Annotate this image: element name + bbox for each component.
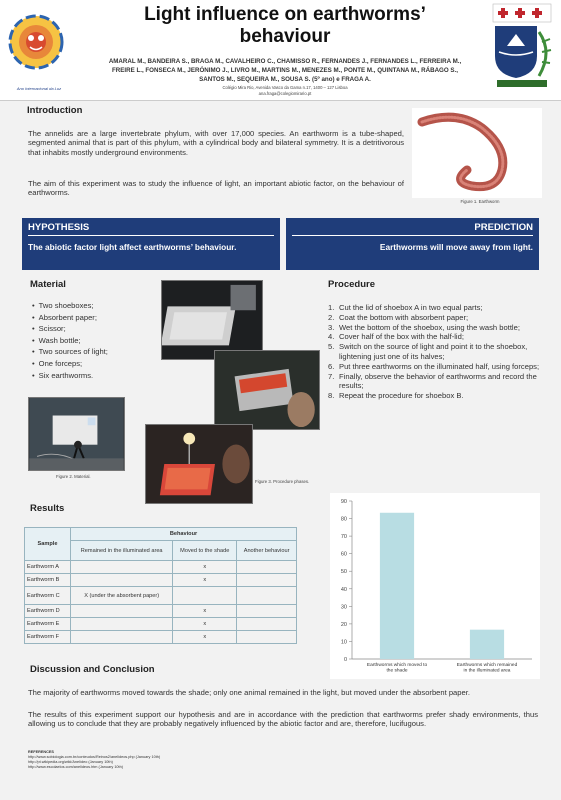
table-cell (237, 574, 297, 587)
y-tick-label: 30 (340, 604, 347, 611)
procedure-step: 2. Coat the bottom with absorbent paper; (328, 312, 469, 322)
procedure-step-text: Cover half of the box with the half-lid; (339, 332, 464, 342)
results-heading: Results (30, 503, 65, 514)
column-header: Another behaviour (237, 541, 297, 561)
figure-1-caption: Figure 1. Earthworm (460, 199, 500, 204)
sample-cell: Earthworm E (25, 618, 71, 631)
authors: AMARAL M., BANDEIRA S., BRAGA M., CAVALHEIRO C., CHAMISSO R., FERNANDES J., FERNANDES L., FERREIRA M., FREIRE L., FONSECA M., JERÓNIMO J., LIVRO M., MARTINS M., MENEZES M., PONTE M., QUINTANA M., RÁBAGO S., SANTOS M., SEQUEIRA M., SOUSA S. (5º ano) e FRAGA A. (108, 58, 462, 83)
material-item: • Six earthworms. (32, 370, 152, 382)
prediction-label: PREDICTION (474, 222, 533, 233)
table-cell (173, 587, 237, 605)
hypothesis-label: HYPOTHESIS (28, 222, 90, 233)
prediction-box (286, 218, 539, 270)
behaviour-header: Behaviour (71, 528, 297, 541)
sample-cell: Earthworm B (25, 574, 71, 587)
y-tick-label: 10 (340, 639, 347, 646)
school-line: Colégio Mira Rio, Avenida Vasco da Gama n.17, 1400 – 127 Lisboa (222, 85, 348, 90)
procedure-step: 5. Switch on the source of light and point it to the shoebox, lightening just one of its halves; (328, 342, 540, 362)
y-tick-label: 40 (340, 586, 347, 593)
header-divider (0, 100, 561, 101)
references-heading: REFERENCES (28, 750, 54, 754)
column-header: Remained in the illuminated area (71, 541, 173, 561)
procedure-step: 7. Finally, observe the behavior of earthworms and record the results; (328, 372, 540, 392)
procedure-step-text: Finally, observe the behavior of earthworms and record the results; (339, 371, 537, 391)
material-list (32, 300, 152, 381)
table-cell (237, 587, 297, 605)
hypothesis-box (22, 218, 280, 270)
sample-header: Sample (25, 528, 71, 561)
y-tick-label: 80 (340, 516, 347, 523)
y-tick-label: 90 (340, 499, 347, 505)
procedure-heading: Procedure (328, 279, 375, 290)
bar (380, 513, 414, 659)
table-cell: x (173, 561, 237, 574)
column-header: Moved to the shade (173, 541, 237, 561)
discussion-paragraph-1: The majority of earthworms moved towards the shade; only one animal remained in the light, but moved under the absorbent paper. (28, 688, 470, 697)
table-row (25, 618, 297, 631)
x-category-label: Earthworms which remained (456, 663, 518, 668)
procedure-step-text: Switch on the source of light and point it to the shoebox, lightening just one of its halves; (339, 342, 528, 361)
procedure-step-text: Repeat the procedure for shoebox B. (339, 391, 464, 401)
procedure-step-text: Put three earthworms on the illuminated half, using forceps; (339, 361, 540, 371)
material-item: • One forceps; (32, 358, 152, 370)
results-bar-chart (330, 493, 540, 679)
procedure-photo-2 (214, 350, 320, 430)
procedure-step-text: Cut the lid of shoebox A in two equal parts; (339, 303, 483, 312)
introduction-heading: Introduction (27, 105, 83, 116)
table-cell (237, 618, 297, 631)
table-row (25, 561, 297, 574)
x-category-label: the shade (386, 668, 408, 674)
table-cell (71, 631, 173, 644)
table-cell (71, 605, 173, 618)
y-tick-label: 60 (340, 551, 347, 558)
x-category-label: in the illuminated area (463, 668, 511, 674)
sample-cell: Earthworm D (25, 605, 71, 618)
results-table (24, 527, 297, 644)
procedure-step: 3. Wet the bottom of the shoebox, using the wash bottle; (328, 322, 520, 332)
bar (470, 630, 504, 659)
material-item: • Scissor; (32, 323, 152, 335)
discussion-paragraph-2: The results of this experiment support our hypothesis and are in accordance with the prediction that earthworms prefer shady environments, thus allowing us to conclude that they are probably negatively influenced by the abiotic factor and are, therefore, lucifugous. (28, 710, 538, 729)
hypothesis-text: The abiotic factor light affect earthworms’ behaviour. (28, 242, 237, 252)
procedure-step-text: Wet the bottom of the shoebox, using the wash bottle; (339, 322, 520, 332)
figure-2-caption: Figure 2. Material. (56, 474, 91, 479)
y-tick-label: 70 (340, 534, 347, 541)
figure-3-caption: Figure 3. Procedure phases. (255, 479, 310, 484)
sample-cell: Earthworm C (25, 587, 71, 605)
school-address (150, 85, 420, 96)
table-cell: X (under the absorbent paper) (71, 587, 173, 605)
table-cell (237, 605, 297, 618)
y-tick-label: 0 (343, 657, 347, 663)
sample-cell: Earthworm A (25, 561, 71, 574)
table-cell (237, 631, 297, 644)
hypothesis-rule (28, 235, 274, 236)
email-line: ana.fraga@colegiomirario.pt (258, 90, 312, 96)
table-cell: x (173, 574, 237, 587)
poster-title: Light influence on earthworms’ behaviour (144, 4, 426, 47)
procedure-step: 6. Put three earthworms on the illuminated half, using forceps; (328, 361, 540, 371)
y-tick-label: 20 (340, 621, 347, 628)
table-cell (71, 574, 173, 587)
earthworm-photo (412, 108, 542, 198)
reference-item: http://www.sobiologia.com.br/conteudos/Reinos2/anelideos.php (January 10th) (28, 755, 161, 759)
y-tick-label: 50 (340, 569, 347, 576)
sample-cell: Earthworm F (25, 631, 71, 644)
material-item: • Two shoeboxes; (32, 300, 152, 312)
table-row (25, 631, 297, 644)
procedure-step: 4. Cover half of the box with the half-lid; (328, 332, 464, 342)
material-item: • Absorbent paper; (32, 312, 152, 324)
table-cell (71, 618, 173, 631)
table-cell (237, 561, 297, 574)
procedure-step: 1. Cut the lid of shoebox A in two equal parts; (328, 303, 483, 312)
table-cell: x (173, 631, 237, 644)
prediction-rule (292, 235, 533, 236)
table-cell: x (173, 618, 237, 631)
table-cell (71, 561, 173, 574)
procedure-steps (328, 303, 540, 401)
procedure-step: 8. Repeat the procedure for shoebox B. (328, 391, 464, 401)
material-item: • Two sources of light; (32, 346, 152, 358)
discussion-heading: Discussion and Conclusion (30, 664, 155, 675)
references (28, 750, 328, 770)
table-row (25, 605, 297, 618)
procedure-photo-3 (145, 424, 253, 504)
table-cell: x (173, 605, 237, 618)
material-item: • Wash bottle; (32, 335, 152, 347)
school-crest-logo (487, 2, 557, 90)
table-row (25, 574, 297, 587)
procedure-step-text: Coat the bottom with absorbent paper; (339, 312, 469, 322)
material-photo (28, 397, 125, 471)
reference-item: http://www.escolaelos.com/anelideos.htm (January 10th) (28, 765, 123, 769)
table-row (25, 587, 297, 605)
introduction-paragraph-1: The annelids are a large invertebrate phylum, with over 17,000 species. An earthworm is a tube-shaped, segmented animal that is part of this phylum, with a cylindrical body and bilateral symmetry. It is a detritivorous that inhabits mostly underground environments. (28, 129, 404, 157)
reference-item: http://pt.wikipedia.org/wiki/Anelídeo (January 10th) (28, 760, 113, 764)
chart-background (330, 493, 540, 679)
international-year-of-light-logo (4, 4, 68, 92)
x-category-label: Earthworms which moved to (366, 663, 428, 668)
logo-caption: Ano Internacional da Luz (16, 86, 62, 91)
prediction-text: Earthworms will move away from light. (379, 242, 533, 252)
material-heading: Material (30, 279, 66, 290)
introduction-paragraph-2: The aim of this experiment was to study the influence of light, an important abiotic factor, on the behaviour of earthworms. (28, 179, 404, 198)
procedure-photo-1 (161, 280, 263, 360)
